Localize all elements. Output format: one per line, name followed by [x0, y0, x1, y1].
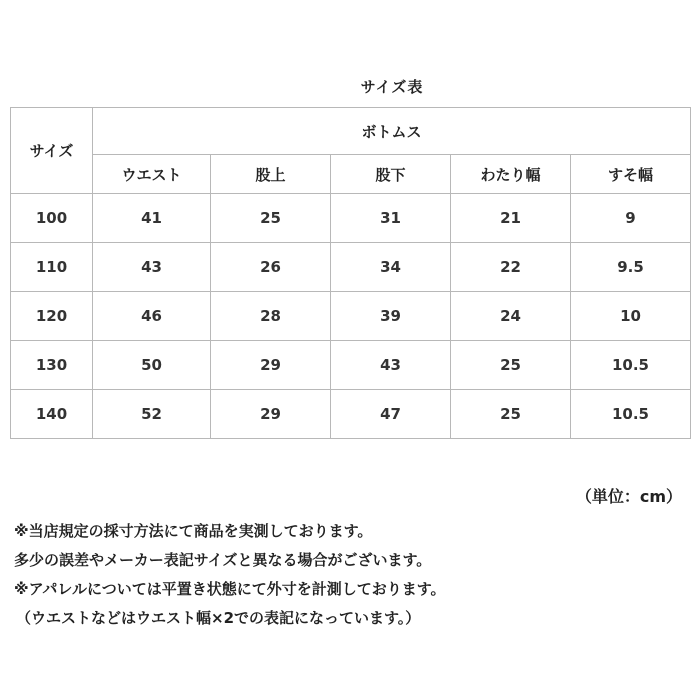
- table-cell: 31: [331, 194, 451, 243]
- table-row: [11, 292, 691, 341]
- note-line: ※当店規定の採寸方法にて商品を実測しております。: [14, 522, 373, 540]
- table-row: [11, 390, 691, 439]
- table-cell: 43: [93, 243, 211, 292]
- table-row: [11, 341, 691, 390]
- column-header-thigh-width: わたり幅: [451, 155, 571, 194]
- table-cell: 34: [331, 243, 451, 292]
- column-header-rise: 股上: [211, 155, 331, 194]
- page-title: サイズ表: [360, 78, 424, 96]
- size-cell: 120: [11, 292, 93, 341]
- table-cell: 10.5: [571, 390, 691, 439]
- size-cell: 140: [11, 390, 93, 439]
- table-cell: 9.5: [571, 243, 691, 292]
- note-line: （ウエストなどはウエスト幅×2での表記になっています。）: [16, 609, 421, 627]
- table-cell: 46: [93, 292, 211, 341]
- size-table: [10, 107, 691, 439]
- table-cell: 43: [331, 341, 451, 390]
- table-row: [11, 194, 691, 243]
- table-cell: 29: [211, 390, 331, 439]
- column-header-hem-width: すそ幅: [571, 155, 691, 194]
- table-cell: 10.5: [571, 341, 691, 390]
- table-row: [11, 243, 691, 292]
- table-cell: 52: [93, 390, 211, 439]
- table-cell: 28: [211, 292, 331, 341]
- bottoms-group-header: ボトムス: [93, 108, 691, 155]
- table-cell: 50: [93, 341, 211, 390]
- table-cell: 39: [331, 292, 451, 341]
- note-line: ※アパレルについては平置き状態にて外寸を計測しております。: [14, 580, 446, 598]
- note-line: 多少の誤差やメーカー表記サイズと異なる場合がございます。: [14, 551, 432, 569]
- table-cell: 47: [331, 390, 451, 439]
- table-cell: 22: [451, 243, 571, 292]
- size-cell: 100: [11, 194, 93, 243]
- size-cell: 110: [11, 243, 93, 292]
- column-header-inseam: 股下: [331, 155, 451, 194]
- table-cell: 26: [211, 243, 331, 292]
- table-cell: 25: [451, 390, 571, 439]
- table-cell: 25: [451, 341, 571, 390]
- table-cell: 29: [211, 341, 331, 390]
- notes: [14, 517, 446, 633]
- table-cell: 9: [571, 194, 691, 243]
- size-cell: 130: [11, 341, 93, 390]
- unit-label: （単位：cm）: [575, 487, 682, 506]
- size-column-header: サイズ: [11, 108, 93, 194]
- column-header-waist: ウエスト: [93, 155, 211, 194]
- table-cell: 21: [451, 194, 571, 243]
- table-cell: 41: [93, 194, 211, 243]
- table-cell: 10: [571, 292, 691, 341]
- table-cell: 25: [211, 194, 331, 243]
- table-cell: 24: [451, 292, 571, 341]
